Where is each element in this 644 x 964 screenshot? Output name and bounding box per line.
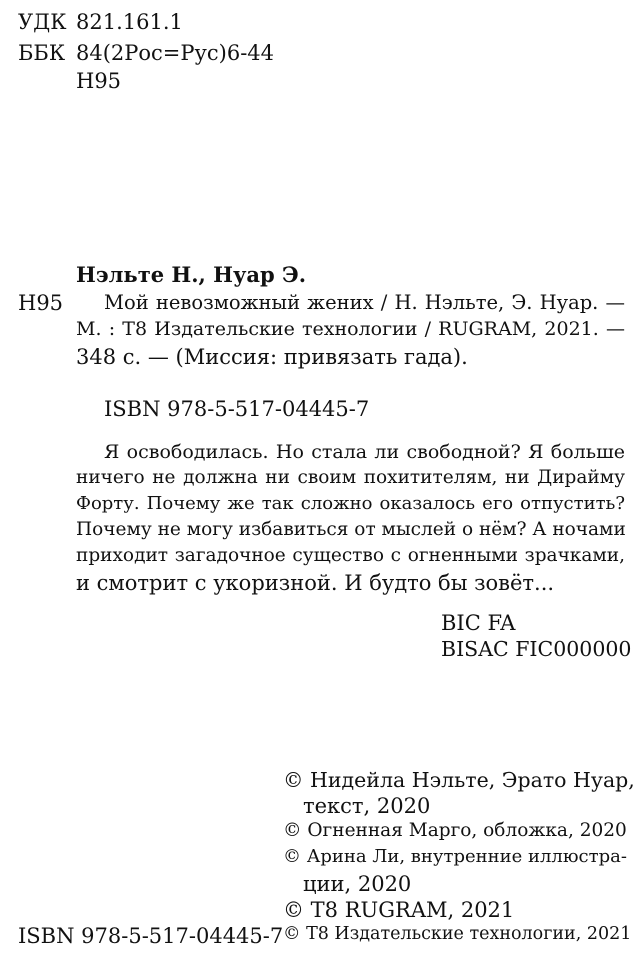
- footer-isbn: ISBN 978-5-517-04445-7: [18, 924, 284, 948]
- copyright-line-2: текст, 2020: [303, 794, 431, 818]
- bbk-label: ББК: [18, 41, 66, 65]
- bisac-code: BISAC FIC000000: [441, 637, 632, 661]
- copyright-line-4: © Арина Ли, внутренние иллюстра-: [283, 846, 627, 867]
- copyright-line-5: ции, 2020: [303, 872, 412, 896]
- entry-line-2: М. : Т8 Издательские технологии / RUGRAM, 2021. —: [76, 318, 625, 340]
- udk-label: УДК: [18, 10, 67, 34]
- entry-line-1: Мой невозможный жених / Н. Нэльте, Э. Нуар. —: [104, 291, 625, 314]
- annotation-line-5: приходит загадочное существо с огненными зрачками,: [76, 545, 625, 566]
- bic-code: BIC FA: [441, 611, 516, 635]
- bbk-value: 84(2Рос=Рус)6-44: [76, 41, 275, 65]
- entry-isbn: ISBN 978-5-517-04445-7: [104, 397, 370, 421]
- udk-value: 821.161.1: [76, 10, 183, 34]
- copyright-line-3: © Огненная Марго, обложка, 2020: [283, 820, 627, 841]
- entry-line-3: 348 с. — (Миссия: привязать гада).: [76, 345, 468, 369]
- author-sign-top: Н95: [76, 69, 122, 93]
- annotation-line-6: и смотрит с укоризной. И будто бы зовёт...: [76, 571, 555, 595]
- annotation-line-4: Почему не могу избавиться от мыслей о нём? А ночами: [76, 519, 626, 540]
- author-sign-entry: Н95: [18, 291, 64, 315]
- author-heading: Нэльте Н., Нуар Э.: [76, 262, 307, 287]
- copyright-line-1: © Нидейла Нэльте, Эрато Нуар,: [283, 768, 635, 792]
- annotation-line-1: Я освободилась. Но стала ли свободной? Я больше: [104, 441, 625, 463]
- copyright-line-7: © Т8 Издательские технологии, 2021: [283, 924, 632, 944]
- copyright-line-6: © Т8 RUGRAM, 2021: [283, 898, 515, 922]
- annotation-line-2: ничего не должна ни своим похитителям, ни Дирайму: [76, 467, 625, 488]
- annotation-line-3: Форту. Почему же так сложно оказалось его отпустить?: [76, 493, 625, 514]
